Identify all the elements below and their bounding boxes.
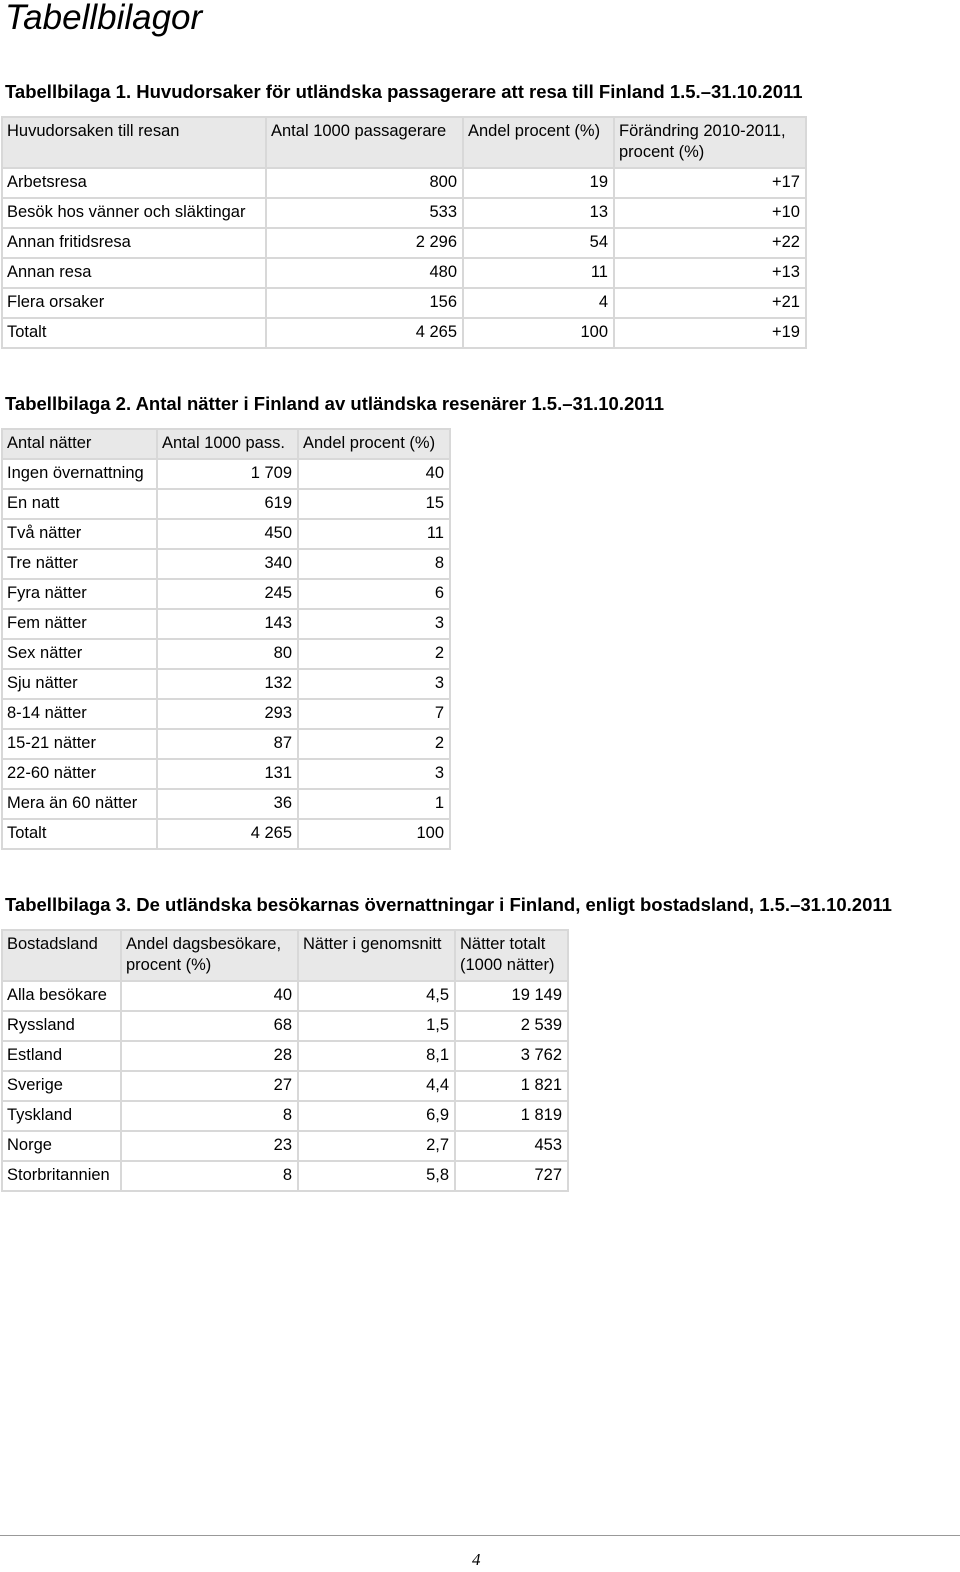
value-cell: 3 (298, 759, 450, 789)
value-cell: 245 (157, 579, 298, 609)
value-cell: 1 821 (455, 1071, 568, 1101)
value-cell: 293 (157, 699, 298, 729)
value-cell: 11 (463, 258, 614, 288)
table-row (2, 1041, 568, 1071)
value-cell: 2 (298, 639, 450, 669)
row-label-cell: Två nätter (2, 519, 157, 549)
value-cell: 36 (157, 789, 298, 819)
row-label-cell: Mera än 60 nätter (2, 789, 157, 819)
table-row (2, 258, 806, 288)
table-header-row (2, 429, 450, 459)
column-header: Bostadsland (2, 930, 121, 981)
value-cell: 7 (298, 699, 450, 729)
value-cell: 1 709 (157, 459, 298, 489)
column-header: Nätter i genomsnitt (298, 930, 455, 981)
value-cell: 2,7 (298, 1131, 455, 1161)
row-label-cell: Flera orsaker (2, 288, 266, 318)
value-cell: 3 (298, 609, 450, 639)
value-cell: 1,5 (298, 1011, 455, 1041)
table-row (2, 1161, 568, 1191)
footer-divider (0, 1535, 960, 1536)
row-label-cell: Sju nätter (2, 669, 157, 699)
value-cell: 5,8 (298, 1161, 455, 1191)
table-row (2, 519, 450, 549)
table-row (2, 1101, 568, 1131)
column-header: Antal 1000 passagerare (266, 117, 463, 168)
value-cell: +10 (614, 198, 806, 228)
value-cell: 4 265 (157, 819, 298, 849)
row-label-cell: Sverige (2, 1071, 121, 1101)
table-row (2, 699, 450, 729)
value-cell: 727 (455, 1161, 568, 1191)
table3-heading: Tabellbilaga 3. De utländska besökarnas övernattningar i Finland, enligt bostadsland, 1.5.–31.10.2011 (5, 894, 892, 915)
value-cell: 8 (121, 1101, 298, 1131)
value-cell: 533 (266, 198, 463, 228)
value-cell: 11 (298, 519, 450, 549)
value-cell: 800 (266, 168, 463, 198)
row-label-cell: Ryssland (2, 1011, 121, 1041)
value-cell: 4 265 (266, 318, 463, 348)
value-cell: 4 (463, 288, 614, 318)
table-row (2, 168, 806, 198)
column-header: Nätter totalt (1000 nätter) (455, 930, 568, 981)
row-label-cell: 22-60 nätter (2, 759, 157, 789)
value-cell: +17 (614, 168, 806, 198)
value-cell: 340 (157, 549, 298, 579)
table-row (2, 198, 806, 228)
table-row (2, 639, 450, 669)
value-cell: 68 (121, 1011, 298, 1041)
row-label-cell: Tre nätter (2, 549, 157, 579)
column-header: Antal 1000 pass. (157, 429, 298, 459)
value-cell: 480 (266, 258, 463, 288)
value-cell: 13 (463, 198, 614, 228)
table-row (2, 819, 450, 849)
table-row (2, 729, 450, 759)
table-row (2, 1131, 568, 1161)
table-row (2, 579, 450, 609)
value-cell: 8 (121, 1161, 298, 1191)
value-cell: +13 (614, 258, 806, 288)
row-label-cell: Totalt (2, 318, 266, 348)
value-cell: 87 (157, 729, 298, 759)
column-header: Huvudorsaken till resan (2, 117, 266, 168)
value-cell: 453 (455, 1131, 568, 1161)
value-cell: 4,4 (298, 1071, 455, 1101)
table2-heading: Tabellbilaga 2. Antal nätter i Finland av utländska resenärer 1.5.–31.10.2011 (5, 393, 665, 414)
table-row (2, 789, 450, 819)
value-cell: 619 (157, 489, 298, 519)
value-cell: 8,1 (298, 1041, 455, 1071)
column-header: Förändring 2010-2011, procent (%) (614, 117, 806, 168)
row-label-cell: Fem nätter (2, 609, 157, 639)
table-row (2, 459, 450, 489)
value-cell: 15 (298, 489, 450, 519)
column-header: Andel procent (%) (463, 117, 614, 168)
value-cell: 4,5 (298, 981, 455, 1011)
row-label-cell: Totalt (2, 819, 157, 849)
row-label-cell: Fyra nätter (2, 579, 157, 609)
row-label-cell: Norge (2, 1131, 121, 1161)
page-number: 4 (472, 1550, 481, 1569)
value-cell: 80 (157, 639, 298, 669)
value-cell: 8 (298, 549, 450, 579)
table-row (2, 1071, 568, 1101)
table-row (2, 981, 568, 1011)
table-row (2, 228, 806, 258)
table3 (1, 929, 569, 1192)
table-row (2, 288, 806, 318)
value-cell: 450 (157, 519, 298, 549)
value-cell: 40 (298, 459, 450, 489)
value-cell: 2 539 (455, 1011, 568, 1041)
table1 (1, 116, 807, 349)
table1-heading: Tabellbilaga 1. Huvudorsaker för utländska passagerare att resa till Finland 1.5.–31.10.2011 (5, 81, 803, 102)
table-row (2, 759, 450, 789)
row-label-cell: En natt (2, 489, 157, 519)
value-cell: 1 (298, 789, 450, 819)
table-header-row (2, 117, 806, 168)
value-cell: 27 (121, 1071, 298, 1101)
row-label-cell: Annan resa (2, 258, 266, 288)
row-label-cell: Estland (2, 1041, 121, 1071)
value-cell: 28 (121, 1041, 298, 1071)
table-row (2, 609, 450, 639)
row-label-cell: Tyskland (2, 1101, 121, 1131)
row-label-cell: Besök hos vänner och släktingar (2, 198, 266, 228)
value-cell: 100 (298, 819, 450, 849)
value-cell: 23 (121, 1131, 298, 1161)
row-label-cell: 15-21 nätter (2, 729, 157, 759)
value-cell: +19 (614, 318, 806, 348)
value-cell: 2 296 (266, 228, 463, 258)
value-cell: +21 (614, 288, 806, 318)
table-row (2, 489, 450, 519)
value-cell: 131 (157, 759, 298, 789)
value-cell: 40 (121, 981, 298, 1011)
page-title: Tabellbilagor (5, 0, 203, 37)
table-row (2, 1011, 568, 1041)
column-header: Andel dagsbesökare, procent (%) (121, 930, 298, 981)
row-label-cell: Alla besökare (2, 981, 121, 1011)
table-row (2, 549, 450, 579)
value-cell: 3 (298, 669, 450, 699)
table-row (2, 318, 806, 348)
table2 (1, 428, 451, 850)
table-header-row (2, 930, 568, 981)
row-label-cell: Storbritannien (2, 1161, 121, 1191)
column-header: Antal nätter (2, 429, 157, 459)
value-cell: 19 (463, 168, 614, 198)
column-header: Andel procent (%) (298, 429, 450, 459)
value-cell: 100 (463, 318, 614, 348)
value-cell: 143 (157, 609, 298, 639)
row-label-cell: 8-14 nätter (2, 699, 157, 729)
value-cell: 19 149 (455, 981, 568, 1011)
value-cell: 1 819 (455, 1101, 568, 1131)
value-cell: 6 (298, 579, 450, 609)
row-label-cell: Sex nätter (2, 639, 157, 669)
value-cell: 54 (463, 228, 614, 258)
table-row (2, 669, 450, 699)
value-cell: 6,9 (298, 1101, 455, 1131)
value-cell: 156 (266, 288, 463, 318)
value-cell: +22 (614, 228, 806, 258)
row-label-cell: Annan fritidsresa (2, 228, 266, 258)
row-label-cell: Ingen övernattning (2, 459, 157, 489)
row-label-cell: Arbetsresa (2, 168, 266, 198)
value-cell: 2 (298, 729, 450, 759)
value-cell: 132 (157, 669, 298, 699)
value-cell: 3 762 (455, 1041, 568, 1071)
